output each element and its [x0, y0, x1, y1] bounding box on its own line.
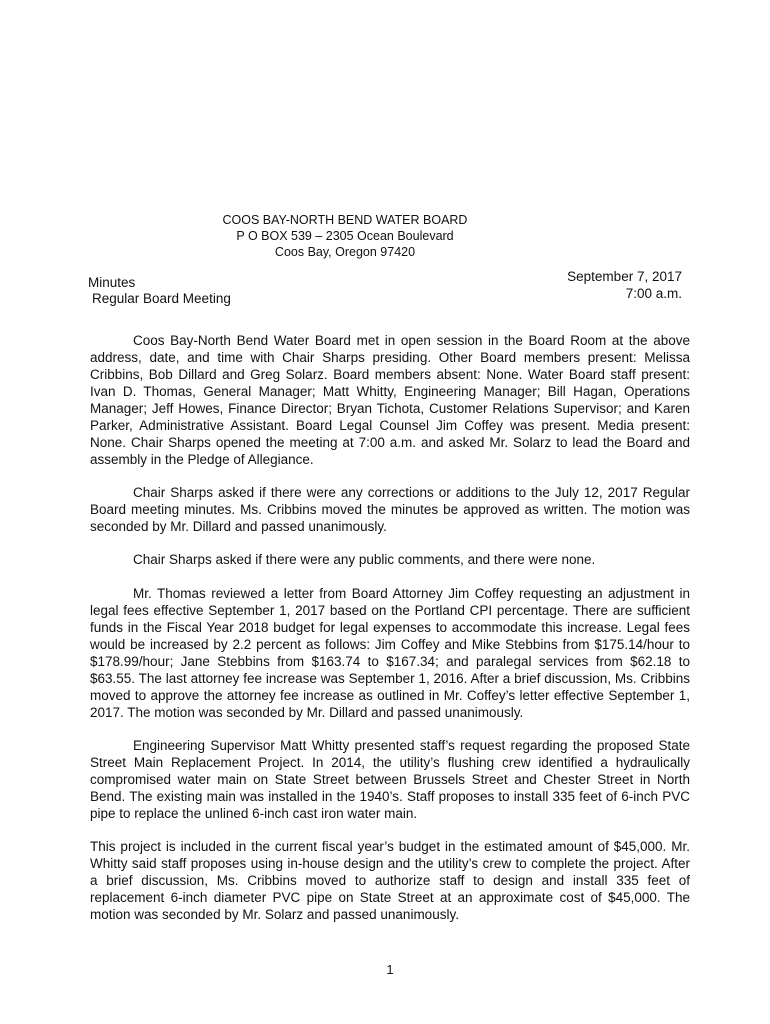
paragraph-public-comments: Chair Sharps asked if there were any public comments, and there were none.	[133, 552, 596, 567]
meeting-time: 7:00 a.m.	[625, 286, 682, 301]
paragraph-state-street-project: Engineering Supervisor Matt Whitty presented staff’s request regarding the proposed State Street Main Replacement Project. In 2014, the utility’s flushing crew identified a hydraulically compromised water main on State Street between Brussels Street and Chester Street in North Bend. The existing main was installed in the 1940’s. Staff proposes to install 335 feet of 6-inch PVC pipe to replace the unlined 6-inch cast iron water main.	[90, 738, 690, 821]
organization-name: COOS BAY-NORTH BEND WATER BOARD	[222, 213, 468, 227]
paragraph-attendance: Coos Bay-North Bend Water Board met in open session in the Board Room at the above address, date, and time with Chair Sharps presiding. Other Board members present: Melissa Cribbins, Bob Dillard and Greg Solarz. Board members absent: None. Water Board staff present: Ivan D. Thomas, General Manager; Matt Whitty, Engineering Manager; Bill Hagan, Operations Manager; Jeff Howes, Finance Director; Bryan Tichota, Customer Relations Supervisor; and Karen Parker, Administrative Assistant. Board Legal Counsel Jim Coffey was present. Media present: None. Chair Sharps opened the meeting at 7:00 a.m. and asked Mr. Solarz to lead the Board and assembly in the Pledge of Allegiance.	[90, 333, 690, 467]
meeting-date: September 7, 2017	[567, 269, 682, 284]
page-number: 1	[386, 962, 394, 977]
paragraph-minutes-approval: Chair Sharps asked if there were any corrections or additions to the July 12, 2017 Regular Board meeting minutes. Ms. Cribbins moved the minutes be approved as written. The motion was seconded by Mr. Dillard and passed unanimously.	[90, 485, 690, 534]
address-line-2: Coos Bay, Oregon 97420	[274, 245, 416, 259]
minutes-body	[90, 332, 690, 939]
paragraph-legal-fees: Mr. Thomas reviewed a letter from Board Attorney Jim Coffey requesting an adjustment in legal fees effective September 1, 2017 based on the Portland CPI percentage. There are sufficient funds in the Fiscal Year 2018 budget for legal expenses to accommodate this increase. Legal fees would be increased by 2.2 percent as follows: Jim Coffey and Mike Stebbins from $175.14/hour to $178.99/hour; Jane Stebbins from $163.74 to $167.34; and paralegal services from $62.18 to $63.55. The last attorney fee increase was September 1, 2016. After a brief discussion, Ms. Cribbins moved to approve the attorney fee increase as outlined in Mr. Coffey’s letter effective September 1, 2017. The motion was seconded by Mr. Dillard and passed unanimously.	[90, 586, 690, 720]
minutes-label: Minutes	[88, 275, 136, 290]
paragraph-project-budget: This project is included in the current fiscal year’s budget in the estimated amount of $45,000. Mr. Whitty said staff proposes using in-house design and the utility’s crew to complete the project. After a brief discussion, Ms. Cribbins moved to authorize staff to design and install 335 feet of replacement 6-inch diameter PVC pipe on State Street at an approximate cost of $45,000. The motion was seconded by Mr. Solarz and passed unanimously.	[90, 839, 690, 922]
meeting-type: Regular Board Meeting	[92, 291, 231, 306]
address-line-1: P O BOX 539 – 2305 Ocean Boulevard	[236, 229, 454, 243]
letterhead	[160, 212, 530, 260]
meeting-date-block	[567, 268, 682, 302]
